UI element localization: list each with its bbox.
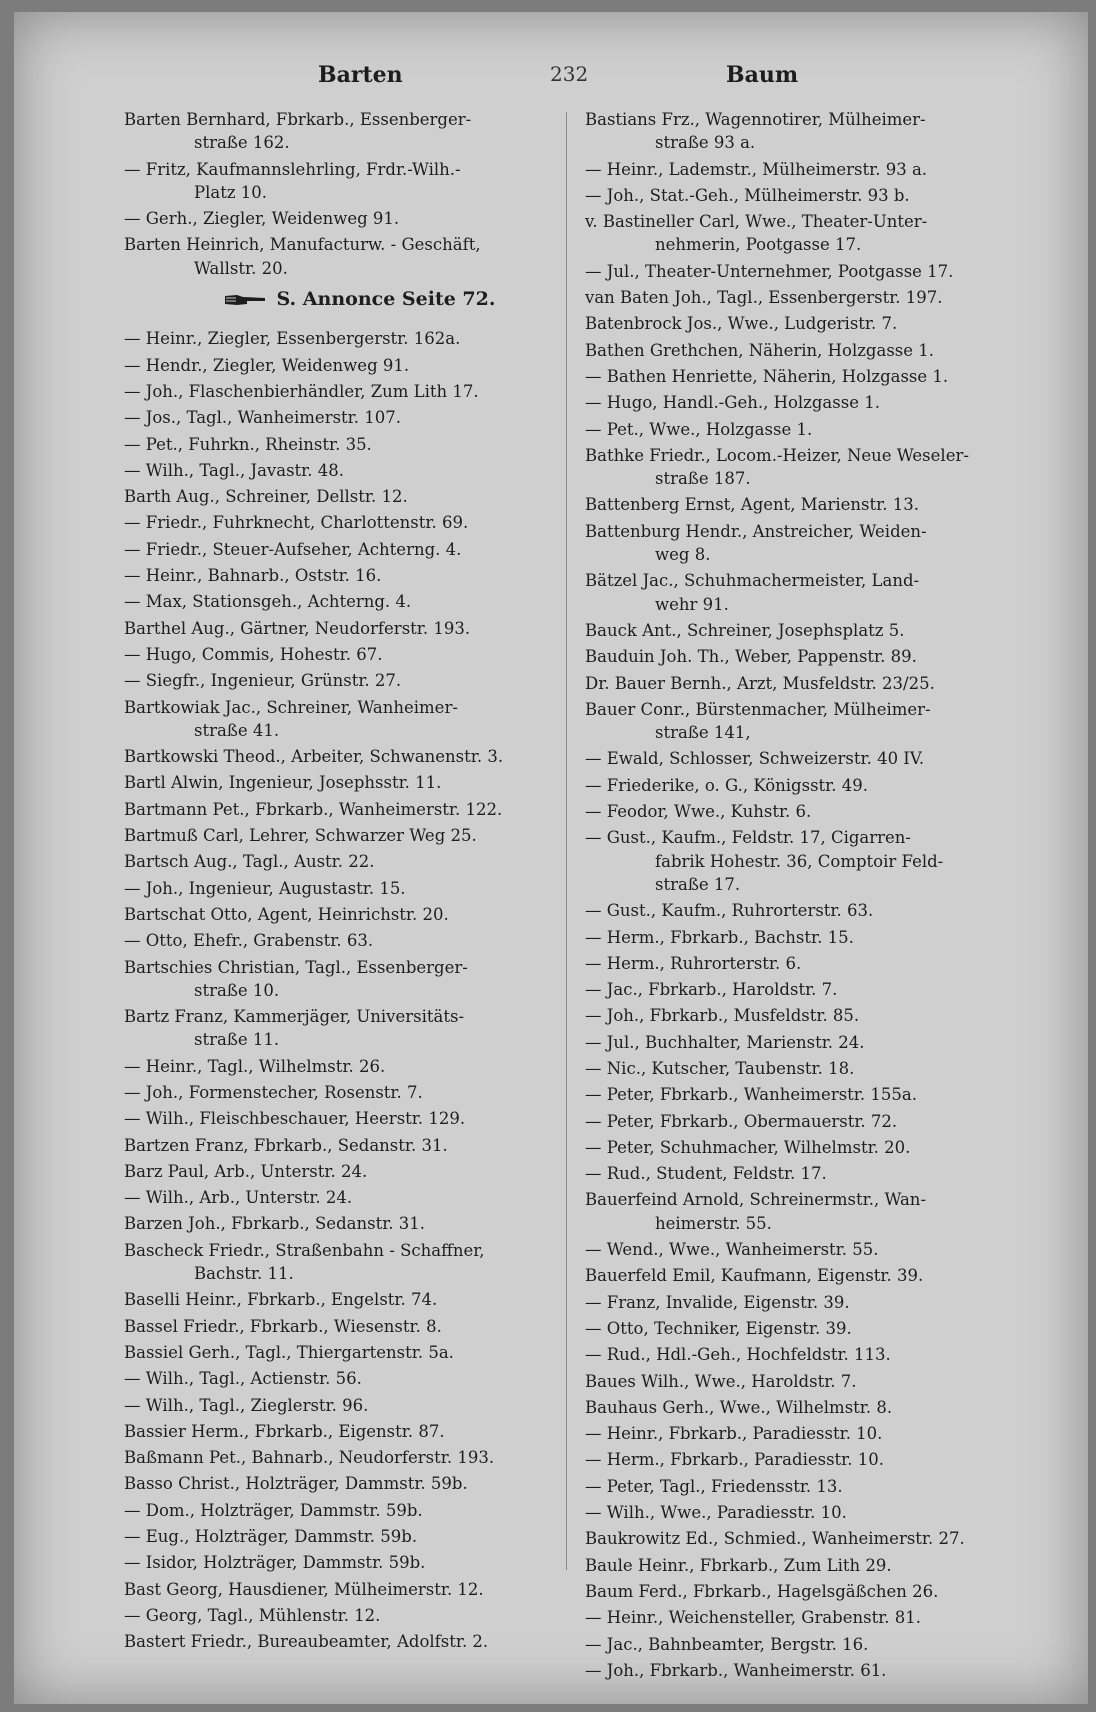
entry-text: — Heinr., Bahnarb., Oststr. 16. — [124, 566, 382, 586]
entry-text: — Feodor, Wwe., Kuhstr. 6. — [585, 802, 812, 822]
directory-entry — [124, 327, 554, 350]
entry-text: — Joh., Stat.-Geh., Mülheimerstr. 93 b. — [585, 185, 910, 205]
directory-entry — [124, 877, 554, 900]
entry-text: Bauer Conr., Bürstenmacher, Mülheimer- — [585, 699, 931, 719]
entry-text: — Bathen Henriette, Näherin, Holzgasse 1. — [585, 366, 949, 386]
directory-entry — [585, 1554, 1015, 1577]
entry-text: Bartkowski Theod., Arbeiter, Schwanenstr. 3. — [124, 747, 504, 767]
entry-continuation: straße 141, — [655, 723, 751, 743]
directory-entry — [124, 354, 554, 377]
entry-continuation: Wallstr. 20. — [194, 258, 288, 278]
entry-text: — Jac., Bahnbeamter, Bergstr. 16. — [585, 1634, 869, 1654]
directory-entry — [124, 433, 554, 456]
entry-text: — Heinr., Ziegler, Essenbergerstr. 162a. — [124, 329, 461, 349]
directory-entry — [124, 696, 554, 743]
entry-text: — Pet., Wwe., Holzgasse 1. — [585, 419, 813, 439]
entry-text: — Dom., Holzträger, Dammstr. 59b. — [124, 1500, 423, 1520]
directory-entry — [124, 1604, 554, 1627]
entry-text: — Gerh., Ziegler, Weidenweg 91. — [124, 209, 400, 229]
entry-text: Baues Wilh., Wwe., Haroldstr. 7. — [585, 1371, 857, 1391]
entry-text: Bastians Frz., Wagennotirer, Mülheimer- — [585, 110, 926, 129]
directory-entry — [585, 826, 1015, 896]
directory-entry — [585, 774, 1015, 797]
entry-continuation: Platz 10. — [194, 182, 268, 202]
directory-entry — [124, 1551, 554, 1574]
directory-entry — [585, 1633, 1015, 1656]
directory-entry — [124, 1472, 554, 1495]
directory-entry — [585, 1396, 1015, 1419]
page-number: 232 — [550, 62, 589, 86]
entry-text: — Georg, Tagl., Mühlenstr. 12. — [124, 1605, 381, 1625]
entry-text: Bathen Grethchen, Näherin, Holzgasse 1. — [585, 340, 935, 360]
directory-entry — [124, 669, 554, 692]
directory-entry — [124, 1005, 554, 1052]
directory-entry — [124, 643, 554, 666]
directory-entry — [124, 903, 554, 926]
directory-entry — [585, 747, 1015, 770]
annonce-text: S. Annonce Seite 72. — [276, 288, 496, 311]
entry-text: — Jul., Theater-Unternehmer, Pootgasse 17. — [585, 261, 954, 281]
directory-entry — [124, 929, 554, 952]
entry-text: Bartl Alwin, Ingenieur, Josephsstr. 11. — [124, 773, 442, 793]
directory-entry — [124, 1107, 554, 1130]
entry-text: Bauerfeld Emil, Kaufmann, Eigenstr. 39. — [585, 1266, 924, 1286]
entry-text: — Heinr., Fbrkarb., Paradiesstr. 10. — [585, 1424, 883, 1444]
entry-text: Bast Georg, Hausdiener, Mülheimerstr. 12. — [124, 1579, 484, 1599]
directory-entry — [585, 800, 1015, 823]
directory-entry — [585, 1370, 1015, 1393]
directory-entry — [585, 158, 1015, 181]
directory-entry — [585, 1264, 1015, 1287]
entry-text: — Peter, Fbrkarb., Wanheimerstr. 155a. — [585, 1085, 917, 1105]
directory-entry — [585, 569, 1015, 616]
directory-entry — [585, 108, 1015, 155]
directory-entry — [124, 1288, 554, 1311]
entry-continuation: fabrik Hohestr. 36, Comptoir Feld- — [655, 851, 944, 871]
directory-entry — [124, 590, 554, 613]
directory-entry — [585, 645, 1015, 668]
entry-text: Barten Heinrich, Manufacturw. - Geschäft, — [124, 235, 481, 255]
header-right-keyword: Baum — [726, 62, 799, 88]
directory-entry — [585, 184, 1015, 207]
entry-text: Bartmuß Carl, Lehrer, Schwarzer Weg 25. — [124, 826, 477, 846]
entry-text: — Peter, Tagl., Friedensstr. 13. — [585, 1476, 843, 1496]
directory-entry — [124, 1525, 554, 1548]
entry-text: — Hugo, Commis, Hohestr. 67. — [124, 644, 383, 664]
directory-entry — [585, 339, 1015, 362]
directory-entry — [124, 1160, 554, 1183]
entry-text: Bassiel Gerh., Tagl., Thiergartenstr. 5a. — [124, 1342, 454, 1362]
entry-text: — Joh., Flaschenbierhändler, Zum Lith 17. — [124, 381, 479, 401]
entry-text: — Joh., Ingenieur, Augustastr. 15. — [124, 878, 406, 898]
directory-entry — [585, 1475, 1015, 1498]
entry-text: Bauhaus Gerh., Wwe., Wilhelmstr. 8. — [585, 1397, 893, 1417]
entry-text: — Jos., Tagl., Wanheimerstr. 107. — [124, 408, 401, 428]
entry-text: — Otto, Ehefr., Grabenstr. 63. — [124, 931, 374, 951]
left-column — [124, 108, 554, 1657]
entry-text: Bartsch Aug., Tagl., Austr. 22. — [124, 852, 375, 872]
entry-text: Barten Bernhard, Fbrkarb., Essenberger- — [124, 110, 472, 129]
column-divider — [566, 112, 567, 1570]
entry-continuation: nehmerin, Pootgasse 17. — [655, 235, 862, 255]
entry-text: — Eug., Holzträger, Dammstr. 59b. — [124, 1527, 418, 1547]
entry-text: Bartschies Christian, Tagl., Essenberger- — [124, 957, 468, 977]
directory-entry — [124, 1212, 554, 1235]
directory-entry — [585, 1317, 1015, 1340]
entry-text: Barth Aug., Schreiner, Dellstr. 12. — [124, 487, 408, 507]
directory-entry — [585, 978, 1015, 1001]
entry-text: — Herm., Fbrkarb., Paradiesstr. 10. — [585, 1450, 884, 1470]
entry-text: — Friederike, o. G., Königsstr. 49. — [585, 775, 868, 795]
directory-entry — [124, 406, 554, 429]
entry-text: Bascheck Friedr., Straßenbahn - Schaffner, — [124, 1240, 485, 1260]
directory-entry — [585, 1580, 1015, 1603]
directory-entry — [585, 1448, 1015, 1471]
directory-entry — [585, 210, 1015, 257]
entry-text: — Ewald, Schlosser, Schweizerstr. 40 IV. — [585, 749, 925, 769]
entry-text: Bartz Franz, Kammerjäger, Universitäts- — [124, 1007, 465, 1027]
entry-text: — Pet., Fuhrkn., Rheinstr. 35. — [124, 434, 372, 454]
entry-text: — Gust., Kaufm., Ruhrorterstr. 63. — [585, 901, 874, 921]
entry-text: Bauck Ant., Schreiner, Josephsplatz 5. — [585, 620, 905, 640]
directory-entry — [124, 617, 554, 640]
entry-text: — Wend., Wwe., Wanheimerstr. 55. — [585, 1240, 879, 1260]
entry-text: — Hendr., Ziegler, Weidenweg 91. — [124, 355, 410, 375]
directory-entry — [585, 619, 1015, 642]
directory-entry — [585, 312, 1015, 335]
directory-entry — [585, 672, 1015, 695]
directory-entry — [124, 1367, 554, 1390]
directory-entry — [585, 1188, 1015, 1235]
entry-text: van Baten Joh., Tagl., Essenbergerstr. 197. — [585, 288, 943, 308]
entry-text: Bartschat Otto, Agent, Heinrichstr. 20. — [124, 904, 449, 924]
entry-text: Baum Ferd., Fbrkarb., Hagelsgäßchen 26. — [585, 1581, 939, 1601]
entry-text: — Heinr., Lademstr., Mülheimerstr. 93 a. — [585, 159, 928, 179]
directory-entry — [124, 108, 554, 155]
entry-text: — Siegfr., Ingenieur, Grünstr. 27. — [124, 671, 402, 691]
entry-text: — Rud., Student, Feldstr. 17. — [585, 1164, 827, 1184]
entry-text: Baselli Heinr., Fbrkarb., Engelstr. 74. — [124, 1290, 438, 1310]
directory-entry — [124, 824, 554, 847]
entry-text: — Friedr., Steuer-Aufseher, Achterng. 4. — [124, 539, 462, 559]
entry-text: — Heinr., Weichensteller, Grabenstr. 81. — [585, 1608, 922, 1628]
directory-entry — [124, 1578, 554, 1601]
entry-text: — Wilh., Wwe., Paradiesstr. 10. — [585, 1503, 847, 1523]
entry-continuation: straße 11. — [194, 1030, 280, 1050]
directory-entry — [585, 391, 1015, 414]
directory-entry — [124, 158, 554, 205]
entry-text: — Joh., Formenstecher, Rosenstr. 7. — [124, 1082, 423, 1102]
entry-text: Bartmann Pet., Fbrkarb., Wanheimerstr. 122. — [124, 799, 503, 819]
entry-text: — Jul., Buchhalter, Marienstr. 24. — [585, 1032, 865, 1052]
directory-entry — [124, 538, 554, 561]
directory-entry — [585, 1057, 1015, 1080]
annonce-reference — [164, 288, 554, 311]
entry-text: — Wilh., Fleischbeschauer, Heerstr. 129. — [124, 1109, 466, 1129]
entry-text: Bauduin Joh. Th., Weber, Pappenstr. 89. — [585, 647, 917, 667]
directory-entry — [124, 233, 554, 280]
entry-text: Bauerfeind Arnold, Schreinermstr., Wan- — [585, 1190, 927, 1210]
directory-entry — [585, 1606, 1015, 1629]
directory-entry — [124, 1394, 554, 1417]
entry-text: — Otto, Techniker, Eigenstr. 39. — [585, 1318, 852, 1338]
entry-text: Basso Christ., Holzträger, Dammstr. 59b. — [124, 1474, 468, 1494]
entry-text: — Peter, Schuhmacher, Wilhelmstr. 20. — [585, 1137, 911, 1157]
entry-text: Barzen Joh., Fbrkarb., Sedanstr. 31. — [124, 1214, 426, 1234]
directory-entry — [124, 1239, 554, 1286]
directory-entry — [124, 850, 554, 873]
entry-text: Bätzel Jac., Schuhmachermeister, Land- — [585, 571, 920, 591]
directory-entry — [124, 1499, 554, 1522]
directory-entry — [124, 1055, 554, 1078]
entry-text: — Herm., Fbrkarb., Bachstr. 15. — [585, 927, 854, 947]
directory-entry — [124, 1186, 554, 1209]
directory-entry — [585, 1501, 1015, 1524]
entry-text: Barz Paul, Arb., Unterstr. 24. — [124, 1161, 368, 1181]
directory-entry — [124, 1081, 554, 1104]
directory-entry — [585, 1422, 1015, 1445]
entry-text: Battenburg Hendr., Anstreicher, Weiden- — [585, 521, 927, 541]
entry-text: — Max, Stationsgeh., Achterng. 4. — [124, 592, 412, 612]
directory-entry — [124, 1341, 554, 1364]
directory-entry — [585, 520, 1015, 567]
entry-text: Baukrowitz Ed., Schmied., Wanheimerstr. 27. — [585, 1529, 965, 1549]
directory-entry — [585, 952, 1015, 975]
directory-entry — [585, 1031, 1015, 1054]
directory-entry — [585, 365, 1015, 388]
entry-text: — Wilh., Tagl., Javastr. 48. — [124, 460, 344, 480]
directory-entry — [124, 564, 554, 587]
directory-entry — [585, 1110, 1015, 1133]
directory-entry — [585, 926, 1015, 949]
entry-continuation: straße 187. — [655, 469, 751, 489]
entry-text: — Fritz, Kaufmannslehrling, Frdr.-Wilh.- — [124, 159, 461, 179]
directory-entry — [124, 1630, 554, 1653]
directory-entry — [585, 1083, 1015, 1106]
entry-text: Bassier Herm., Fbrkarb., Eigenstr. 87. — [124, 1421, 445, 1441]
entry-text: — Wilh., Tagl., Actienstr. 56. — [124, 1369, 362, 1389]
entry-text: — Friedr., Fuhrknecht, Charlottenstr. 69. — [124, 513, 469, 533]
directory-entry — [124, 380, 554, 403]
entry-text: — Peter, Fbrkarb., Obermauerstr. 72. — [585, 1111, 898, 1131]
directory-entry — [585, 1004, 1015, 1027]
entry-text: Bathke Friedr., Locom.-Heizer, Neue Weseler- — [585, 445, 969, 465]
entry-continuation: heimerstr. 55. — [655, 1213, 772, 1233]
entry-continuation: Bachstr. 11. — [194, 1264, 294, 1284]
entry-text: Bastert Friedr., Bureaubeamter, Adolfstr. 2. — [124, 1632, 489, 1652]
entry-text: Dr. Bauer Bernh., Arzt, Musfeldstr. 23/25. — [585, 673, 935, 693]
directory-entry — [124, 771, 554, 794]
entry-text: — Jac., Fbrkarb., Haroldstr. 7. — [585, 980, 838, 1000]
entry-text: — Wilh., Tagl., Zieglerstr. 96. — [124, 1395, 369, 1415]
entry-text: — Nic., Kutscher, Taubenstr. 18. — [585, 1058, 855, 1078]
directory-entry — [585, 1238, 1015, 1261]
right-column — [585, 108, 1015, 1685]
entry-text: Bartzen Franz, Fbrkarb., Sedanstr. 31. — [124, 1135, 448, 1155]
directory-entry — [124, 1420, 554, 1443]
directory-entry — [124, 207, 554, 230]
directory-entry — [585, 1162, 1015, 1185]
entry-continuation: straße 93 a. — [655, 133, 756, 153]
directory-entry — [124, 1315, 554, 1338]
entry-text: Batenbrock Jos., Wwe., Ludgeristr. 7. — [585, 314, 898, 334]
entry-continuation: straße 10. — [194, 980, 280, 1000]
pointing-hand-icon — [223, 292, 267, 308]
entry-text: — Rud., Hdl.-Geh., Hochfeldstr. 113. — [585, 1345, 891, 1365]
entry-text: — Joh., Fbrkarb., Wanheimerstr. 61. — [585, 1660, 887, 1680]
directory-entry — [124, 956, 554, 1003]
directory-entry — [124, 1134, 554, 1157]
entry-text: Baßmann Pet., Bahnarb., Neudorferstr. 193. — [124, 1448, 495, 1468]
directory-entry — [585, 1659, 1015, 1682]
entry-text: — Joh., Fbrkarb., Musfeldstr. 85. — [585, 1006, 860, 1026]
entry-text: — Herm., Ruhrorterstr. 6. — [585, 953, 802, 973]
directory-entry — [585, 260, 1015, 283]
directory-entry — [585, 1527, 1015, 1550]
entry-text: — Isidor, Holzträger, Dammstr. 59b. — [124, 1553, 426, 1573]
entry-text: — Wilh., Arb., Unterstr. 24. — [124, 1188, 353, 1208]
entry-text: — Hugo, Handl.-Geh., Holzgasse 1. — [585, 393, 880, 413]
entry-continuation: weg 8. — [655, 545, 711, 565]
directory-entry — [585, 1343, 1015, 1366]
entry-text: Barthel Aug., Gärtner, Neudorferstr. 193. — [124, 618, 471, 638]
entry-text: Battenberg Ernst, Agent, Marienstr. 13. — [585, 495, 919, 515]
header-left-keyword: Barten — [318, 62, 403, 88]
directory-entry — [585, 1291, 1015, 1314]
directory-entry — [124, 745, 554, 768]
entry-text: — Gust., Kaufm., Feldstr. 17, Cigarren- — [585, 828, 912, 848]
entry-continuation: wehr 91. — [655, 594, 729, 614]
directory-entry — [124, 485, 554, 508]
directory-entry — [585, 493, 1015, 516]
entry-text: Bassel Friedr., Fbrkarb., Wiesenstr. 8. — [124, 1316, 442, 1336]
entry-text: Bartkowiak Jac., Schreiner, Wanheimer- — [124, 697, 458, 717]
directory-entry — [124, 798, 554, 821]
directory-entry — [585, 698, 1015, 745]
entry-continuation: straße 17. — [655, 874, 741, 894]
directory-entry — [585, 286, 1015, 309]
directory-entry — [124, 511, 554, 534]
directory-entry — [585, 1136, 1015, 1159]
directory-entry — [124, 1446, 554, 1469]
entry-continuation: straße 41. — [194, 720, 280, 740]
entry-continuation: straße 162. — [194, 133, 290, 153]
directory-entry — [124, 459, 554, 482]
directory-entry — [585, 899, 1015, 922]
directory-entry — [585, 418, 1015, 441]
entry-text: — Franz, Invalide, Eigenstr. 39. — [585, 1292, 850, 1312]
entry-text: v. Bastineller Carl, Wwe., Theater-Unter- — [585, 212, 928, 232]
entry-text: — Heinr., Tagl., Wilhelmstr. 26. — [124, 1056, 386, 1076]
directory-entry — [585, 444, 1015, 491]
entry-text: Baule Heinr., Fbrkarb., Zum Lith 29. — [585, 1555, 892, 1575]
